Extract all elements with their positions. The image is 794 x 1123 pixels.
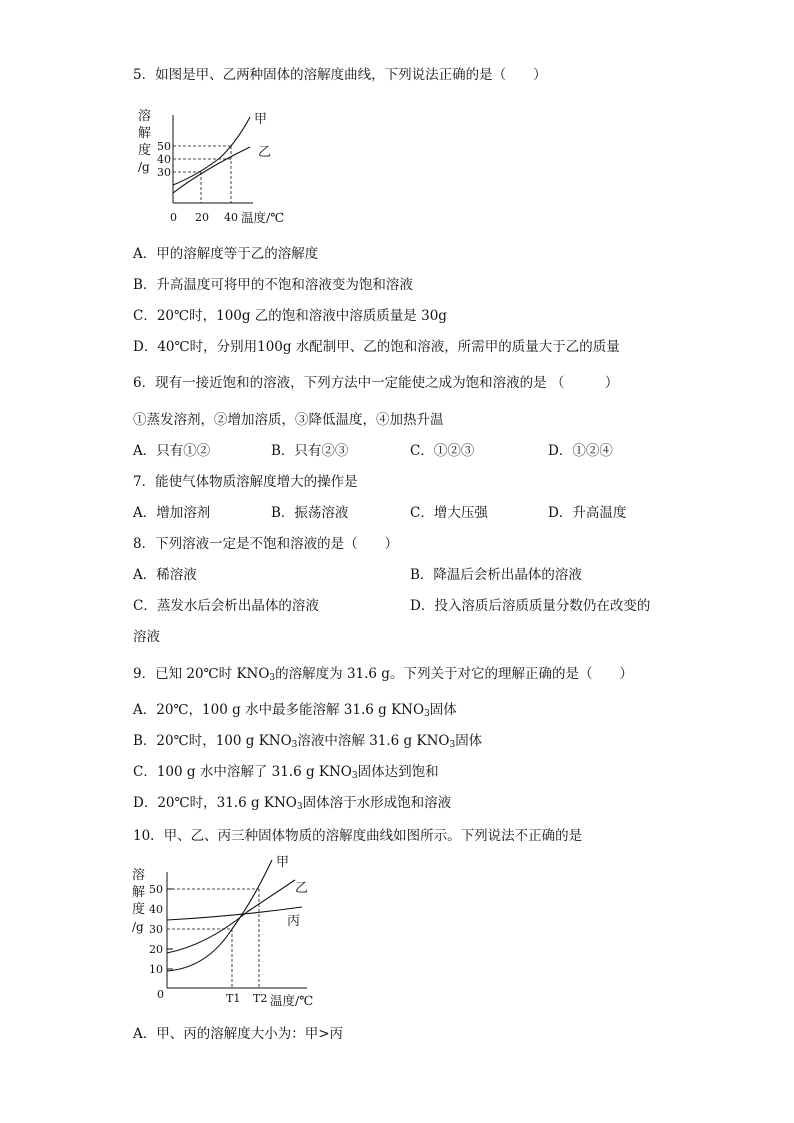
q8-option-a: A．稀溶液 [133, 567, 197, 583]
q5-solubility-graph [133, 105, 303, 225]
q5-option-c: C．20℃时，100g 乙的饱和溶液中溶质质量是 30g [133, 308, 447, 324]
q9-stem [133, 665, 633, 687]
q5-option-b: B．升高温度可将甲的不饱和溶液变为饱和溶液 [133, 277, 413, 293]
q9-stem-part1: 9．已知 20℃时 KNO [133, 666, 270, 682]
q5-xlabel: 温度/℃ [241, 210, 285, 225]
q10-curve-yi [167, 880, 295, 953]
q6-option-a: A．只有①② [133, 443, 211, 459]
q9-option-c-part1: C．100 g 水中溶解了 31.6 g KNO [133, 764, 352, 780]
q9-option-d-sub: 3 [296, 802, 303, 812]
q9-option-d-part2: 固体溶于水形成饱和溶液 [302, 795, 452, 811]
q9-stem-part2: 的溶解度为 31.6 g。下列关于对它的理解正确的是（ ） [275, 666, 633, 682]
q7-option-d: D．升高温度 [548, 505, 627, 521]
q10-ytick-20: 20 [149, 943, 163, 956]
q5-ylabel-1: 溶 [138, 109, 152, 124]
q5-curve-jia-label: 甲 [254, 112, 268, 127]
q8-option-d-continuation: 溶液 [133, 629, 160, 645]
q10-curve-bing-label: 丙 [287, 914, 301, 929]
q10-curve-jia [167, 860, 272, 971]
q10-ylabel-4: /g [132, 920, 144, 934]
q10-ylabel-3: 度 [132, 902, 146, 917]
q9-option-b-sub: 3 [291, 740, 298, 750]
q6-methods: ①蒸发溶剂，②增加溶质，③降低温度，④加热升温 [133, 412, 444, 428]
q9-option-a-part2: 固体 [429, 702, 457, 718]
q5-ylabel-4: /g [138, 160, 150, 174]
q10-origin: 0 [157, 988, 164, 1001]
q5-ytick-30: 30 [157, 166, 171, 179]
q9-option-b-part2: 溶液中溶解 31.6 g KNO [297, 733, 450, 749]
q9-option-d [133, 794, 451, 816]
q10-curve-jia-label: 甲 [276, 855, 290, 870]
q10-curve-yi-label: 乙 [295, 881, 309, 896]
q5-curve-jia [173, 117, 250, 185]
q10-stem: 10．甲、乙、丙三种固体物质的溶解度曲线如图所示。下列说法不正确的是 [133, 828, 583, 844]
q5-ytick-40: 40 [157, 153, 171, 166]
q10-xlabel: 温度/℃ [270, 993, 314, 1008]
q10-ytick-50: 50 [149, 883, 163, 896]
q9-option-b-part1: B．20℃时，100 g KNO [133, 733, 292, 749]
q5-ylabel-2: 解 [138, 126, 152, 141]
q9-option-b-part3: 固体 [455, 733, 483, 749]
q6-option-c: C．①②③ [410, 443, 475, 459]
q8-option-b: B．降温后会析出晶体的溶液 [410, 567, 582, 583]
q6-option-d: D．①②④ [548, 443, 613, 459]
q10-xtick-t2: T2 [253, 992, 268, 1005]
q10-ytick-10: 10 [149, 963, 163, 976]
q5-xtick-40: 40 [224, 211, 238, 224]
q7-option-b: B．振荡溶液 [271, 505, 349, 521]
q8-option-c: C．蒸发水后会析出晶体的溶液 [133, 598, 319, 614]
q5-option-d: D．40℃时，分别用100g 水配制甲、乙的饱和溶液，所需甲的质量大于乙的质量 [133, 339, 620, 355]
q9-option-c-sub: 3 [351, 771, 358, 781]
q10-solubility-graph [127, 850, 327, 1010]
q9-option-b-sub2: 3 [449, 740, 456, 750]
q10-xtick-t1: T1 [226, 992, 241, 1005]
q5-ylabel-3: 度 [138, 143, 152, 158]
q8-option-d: D．投入溶质后溶质质量分数仍在改变的 [410, 598, 651, 614]
q5-curve-yi [173, 147, 250, 193]
q7-option-c: C．增大压强 [410, 505, 488, 521]
q9-stem-sub: 3 [269, 673, 276, 683]
q10-ylabel-2: 解 [132, 885, 146, 900]
q10-ytick-30: 30 [149, 923, 163, 936]
q9-option-c-part2: 固体达到饱和 [357, 764, 439, 780]
q9-option-a-sub: 3 [424, 709, 430, 719]
q8-stem: 8．下列溶液一定是不饱和溶液的是（ ） [133, 536, 399, 552]
q10-curve-bing [167, 907, 302, 920]
q6-option-b: B．只有②③ [271, 443, 349, 459]
q9-option-d-part1: D．20℃时，31.6 g KNO [133, 795, 297, 811]
q5-xtick-0: 0 [170, 211, 177, 224]
q9-option-c [133, 763, 439, 785]
q9-option-a [133, 701, 457, 723]
q10-ytick-40: 40 [149, 903, 163, 916]
q6-stem: 6．现有一接近饱和的溶液，下列方法中一定能使之成为饱和溶液的是 （ ） [133, 375, 619, 391]
q5-ytick-50: 50 [157, 140, 171, 153]
q10-ylabel-1: 溶 [132, 868, 146, 883]
q10-option-a: A．甲、丙的溶解度大小为：甲>丙 [133, 1026, 344, 1042]
q5-xtick-20: 20 [195, 211, 209, 224]
q9-option-b [133, 732, 482, 754]
q5-stem: 5．如图是甲、乙两种固体的溶解度曲线，下列说法正确的是（ ） [133, 67, 547, 83]
q5-option-a: A．甲的溶解度等于乙的溶解度 [133, 246, 319, 262]
q5-curve-yi-label: 乙 [258, 145, 272, 160]
q9-option-a-part1: A．20℃，100 g 水中最多能溶解 31.6 g KNO [133, 702, 425, 718]
q7-stem: 7．能使气体物质溶解度增大的操作是 [133, 474, 358, 490]
q7-option-a: A．增加溶剂 [133, 505, 211, 521]
